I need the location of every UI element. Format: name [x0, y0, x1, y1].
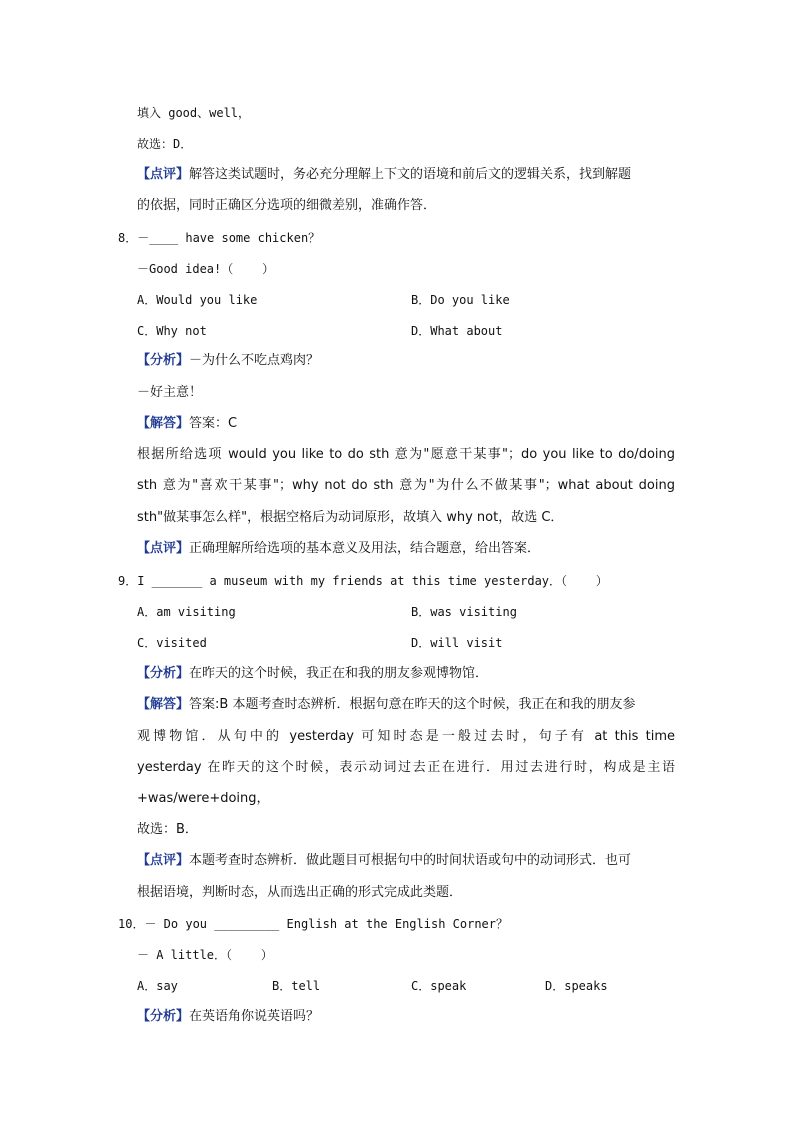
q9-stem: 9．I _______ a museum with my friends at this time yesterday．（ ）: [118, 574, 608, 588]
q8-explanation-1: 根据所给选项 would you like to do sth 意为"愿意干某事"；do you like to do/doing: [137, 447, 675, 462]
comment-line: [137, 166, 631, 184]
q10-analysis: [137, 1008, 319, 1026]
q10-reply: － A little．（ ）: [137, 948, 273, 962]
answer-tag: 【解答】: [137, 416, 190, 431]
q9-selection: 故选：B．: [137, 822, 198, 837]
comment-tag: 【点评】: [137, 541, 190, 556]
analysis-tag: 【分析】: [137, 1009, 190, 1024]
q10-option-a: A．say: [137, 979, 178, 993]
q9-explanation-3: yesterday 在昨天的这个时候，表示动词过去正在进行．用过去进行时，构成是主语: [137, 760, 675, 775]
q9-comment: [137, 852, 631, 870]
q10-option-d: D．speaks: [545, 979, 608, 993]
comment-line-2: 的依据，同时正确区分选项的细微差别，准确作答．: [137, 198, 437, 213]
analysis-text: 在昨天的这个时候，我正在和我的朋友参观博物馆．: [189, 666, 489, 681]
selection-line: 故选：D．: [137, 137, 193, 151]
q8-option-a: A．Would you like: [137, 293, 258, 307]
q8-stem: 8．－____ have some chicken？: [118, 231, 321, 245]
comment-text: 解答这类试题时，务必充分理解上下文的语境和前后文的逻辑关系，找到解题: [189, 167, 632, 182]
q8-analysis: [137, 352, 319, 370]
q9-answer: [137, 696, 635, 714]
q9-explanation-2: 观博物馆．从句中的 yesterday 可知时态是一般过去时，句子有 at this time: [137, 729, 675, 744]
q9-analysis: [137, 665, 488, 683]
comment-text: 本题考查时态辨析．做此题目可根据句中的时间状语或句中的动词形式．也可: [189, 853, 632, 868]
q8-reply: －Good idea!（ ）: [137, 262, 275, 276]
q8-option-c: C．Why not: [137, 324, 207, 338]
q8-answer: [137, 415, 237, 433]
analysis-text: －为什么不吃点鸡肉？: [189, 353, 320, 368]
q9-comment-2: 根据语境，判断时态，从而选出正确的形式完成此类题．: [137, 885, 463, 900]
comment-tag: 【点评】: [137, 853, 190, 868]
q9-option-c: C．visited: [137, 636, 207, 650]
q9-explanation-4: +was/were+doing，: [137, 791, 270, 806]
analysis-tag: 【分析】: [137, 353, 190, 368]
comment-tag: 【点评】: [137, 167, 190, 182]
q8-analysis-2: －好主意！: [137, 385, 203, 400]
answer-tag: 【解答】: [137, 697, 190, 712]
q9-option-d: D．will visit: [411, 636, 503, 650]
q8-option-d: D．What about: [411, 324, 503, 338]
q8-explanation-2: sth 意为"喜欢干某事"；why not do sth 意为"为什么不做某事"；what about doing: [137, 478, 675, 493]
q8-option-b: B．Do you like: [411, 293, 510, 307]
q9-option-a: A．am visiting: [137, 605, 236, 619]
q10-stem: 10．－ Do you _________ English at the English Corner？: [118, 917, 509, 931]
q10-option-b: B．tell: [272, 979, 321, 993]
answer-text: 答案：C: [189, 416, 238, 431]
answer-line: 填入 good、well，: [137, 106, 251, 120]
analysis-text: 在英语角你说英语吗？: [189, 1009, 320, 1024]
q8-explanation-3: sth"做某事怎么样"，根据空格后为动词原形，故填入 why not，故选 C．: [137, 510, 564, 525]
comment-text: 正确理解所给选项的基本意义及用法，结合题意，给出答案．: [189, 541, 541, 556]
answer-text: 答案:B 本题考查时态辨析．根据句意在昨天的这个时候，我正在和我的朋友参: [189, 697, 636, 712]
analysis-tag: 【分析】: [137, 666, 190, 681]
q9-option-b: B．was visiting: [411, 605, 517, 619]
q10-option-c: C．speak: [411, 979, 467, 993]
q8-comment: [137, 540, 540, 558]
